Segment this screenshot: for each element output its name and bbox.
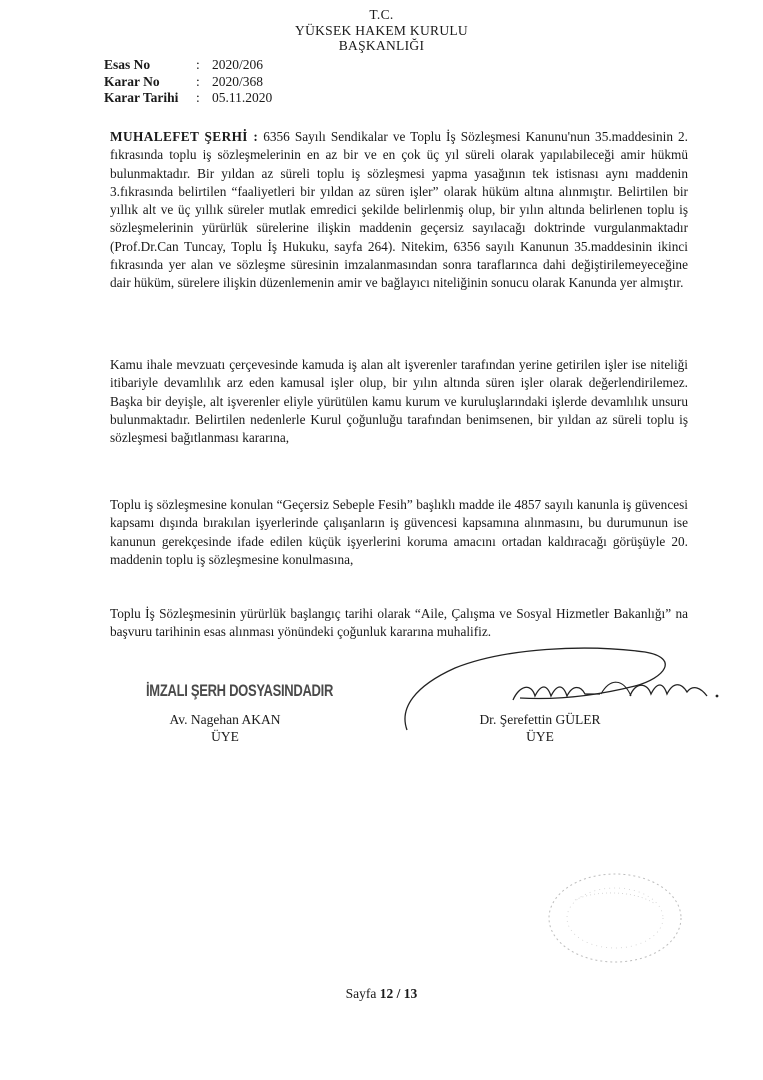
paragraph-1-text: 6356 Sayılı Sendikalar ve Toplu İş Sözleşmesi Kanunu'nun 35.maddesinin 2. fıkrasında toplu iş sözleşmelerinin en az bir ve en çok üç yıl süreli olarak yapılabileceği amir hükmü bulunmaktadır. Bir yıldan az süreli toplu iş sözleşmesi yapma yasağının tek istisnası aynı maddenin 3.fıkrasında belirtilen “faaliyetleri bir yıldan az süren işler” olarak hüküm altına alınmıştır. Belirtilen bir yıllık alt ve üç yıllık süreler mutlak emredici şekilde belirlenmiş olup, bir yılın altında belirlenen toplu iş sözleşmelerinin yürürlük sürelerine ilişkin maddenin geçersiz sayılacağı doktrinde vurgulanmaktadır (Prof.Dr.Can Tuncay, Toplu İş Hukuku, sayfa 264). Nitekim, 6356 sayılı Kanunun 35.maddesinin ikinci fıkrasında yer alan ve sözleşme süresinin imzalanmasından sonra taraflarınca dahi değiştirilemeyeceğine dair hüküm, sürelere ilişkin düzenlemenin amir ve bağlayıcı niteliğinin sonucu olarak Kanunda yer almıştır. [110, 129, 688, 291]
paragraph-4: Toplu İş Sözleşmesinin yürürlük başlangıç tarihi olarak “Aile, Çalışma ve Sosyal Hizmetler Bakanlığı” na başvuru tarihinin esas alınması yönündeki çoğunluk kararına muhalifiz. [110, 606, 688, 640]
tarih-label: Karar Tarihi [104, 90, 179, 105]
esas-separator: : [196, 57, 200, 72]
esas-value: 2020/206 [212, 57, 264, 72]
header-institution: YÜKSEK HAKEM KURULU [295, 23, 468, 38]
signatory-right [450, 712, 630, 745]
header-tc: T.C. [369, 7, 394, 22]
signatory-left-name: Av. Nagehan AKAN [169, 712, 281, 727]
esas-label: Esas No [104, 57, 151, 72]
paragraph-1 [110, 128, 688, 293]
paragraph-3: Toplu iş sözleşmesine konulan “Geçersiz Sebeple Fesih” başlıklı madde ile 4857 sayılı kanunla iş güvencesi kapsamı dışında bırakılan işyerlerinde çalışanların iş güvencesi kapsamına alınmasını, bu durumunun ise kanunun gerekçesinde ifade edilen küçük işyerlerini koruma amacını ortadan kaldıracağı görüşüyle 20. maddenin toplu iş sözleşmesine konulmasına, [110, 497, 688, 567]
signatory-right-title: ÜYE [526, 728, 554, 744]
karar-label: Karar No [104, 73, 160, 89]
karar-value: 2020/368 [212, 73, 264, 89]
signatory-left-title: ÜYE [211, 728, 239, 744]
karar-row [104, 74, 272, 91]
tarih-value: 05.11.2020 [212, 90, 273, 105]
dissent-heading: MUHALEFET ŞERHİ : [110, 129, 259, 144]
signatory-right-name: Dr. Şerefettin GÜLER [479, 712, 601, 727]
header-department: BAŞKANLIĞI [338, 38, 425, 53]
page-footer [0, 986, 763, 1002]
page-number: 12 / 13 [379, 986, 418, 1001]
paragraph-2: Kamu ihale mevzuatı çerçevesinde kamuda iş alan alt işverenler tarafından yerine getirilen işler ise niteliği itibariyle devamlılık arz eden kamusal işler olup, bir yılın altında süren işler olarak değerlendirilemez. Başka bir deyişle, alt işverenler eliyle yürütülen kamu kurum ve kuruluşlarındaki işlerde devamlılık unsuru bulunmaktadır. Belirtilen nedenlerle Kurul çoğunluğu tarafından benimsenen, bir yıldan az süreli toplu iş sözleşmesi bağıtlanması kararına, [110, 357, 688, 446]
page-label: Sayfa [345, 986, 380, 1001]
karar-separator: : [196, 73, 200, 89]
faint-seal-stamp [535, 860, 695, 970]
signatory-left [150, 712, 300, 745]
tarih-row [104, 90, 272, 107]
signed-dissent-stamp: İMZALI ŞERH DOSYASINDADIR [146, 681, 334, 700]
esas-row [104, 57, 272, 74]
case-meta [104, 57, 272, 107]
tarih-separator: : [196, 90, 200, 105]
